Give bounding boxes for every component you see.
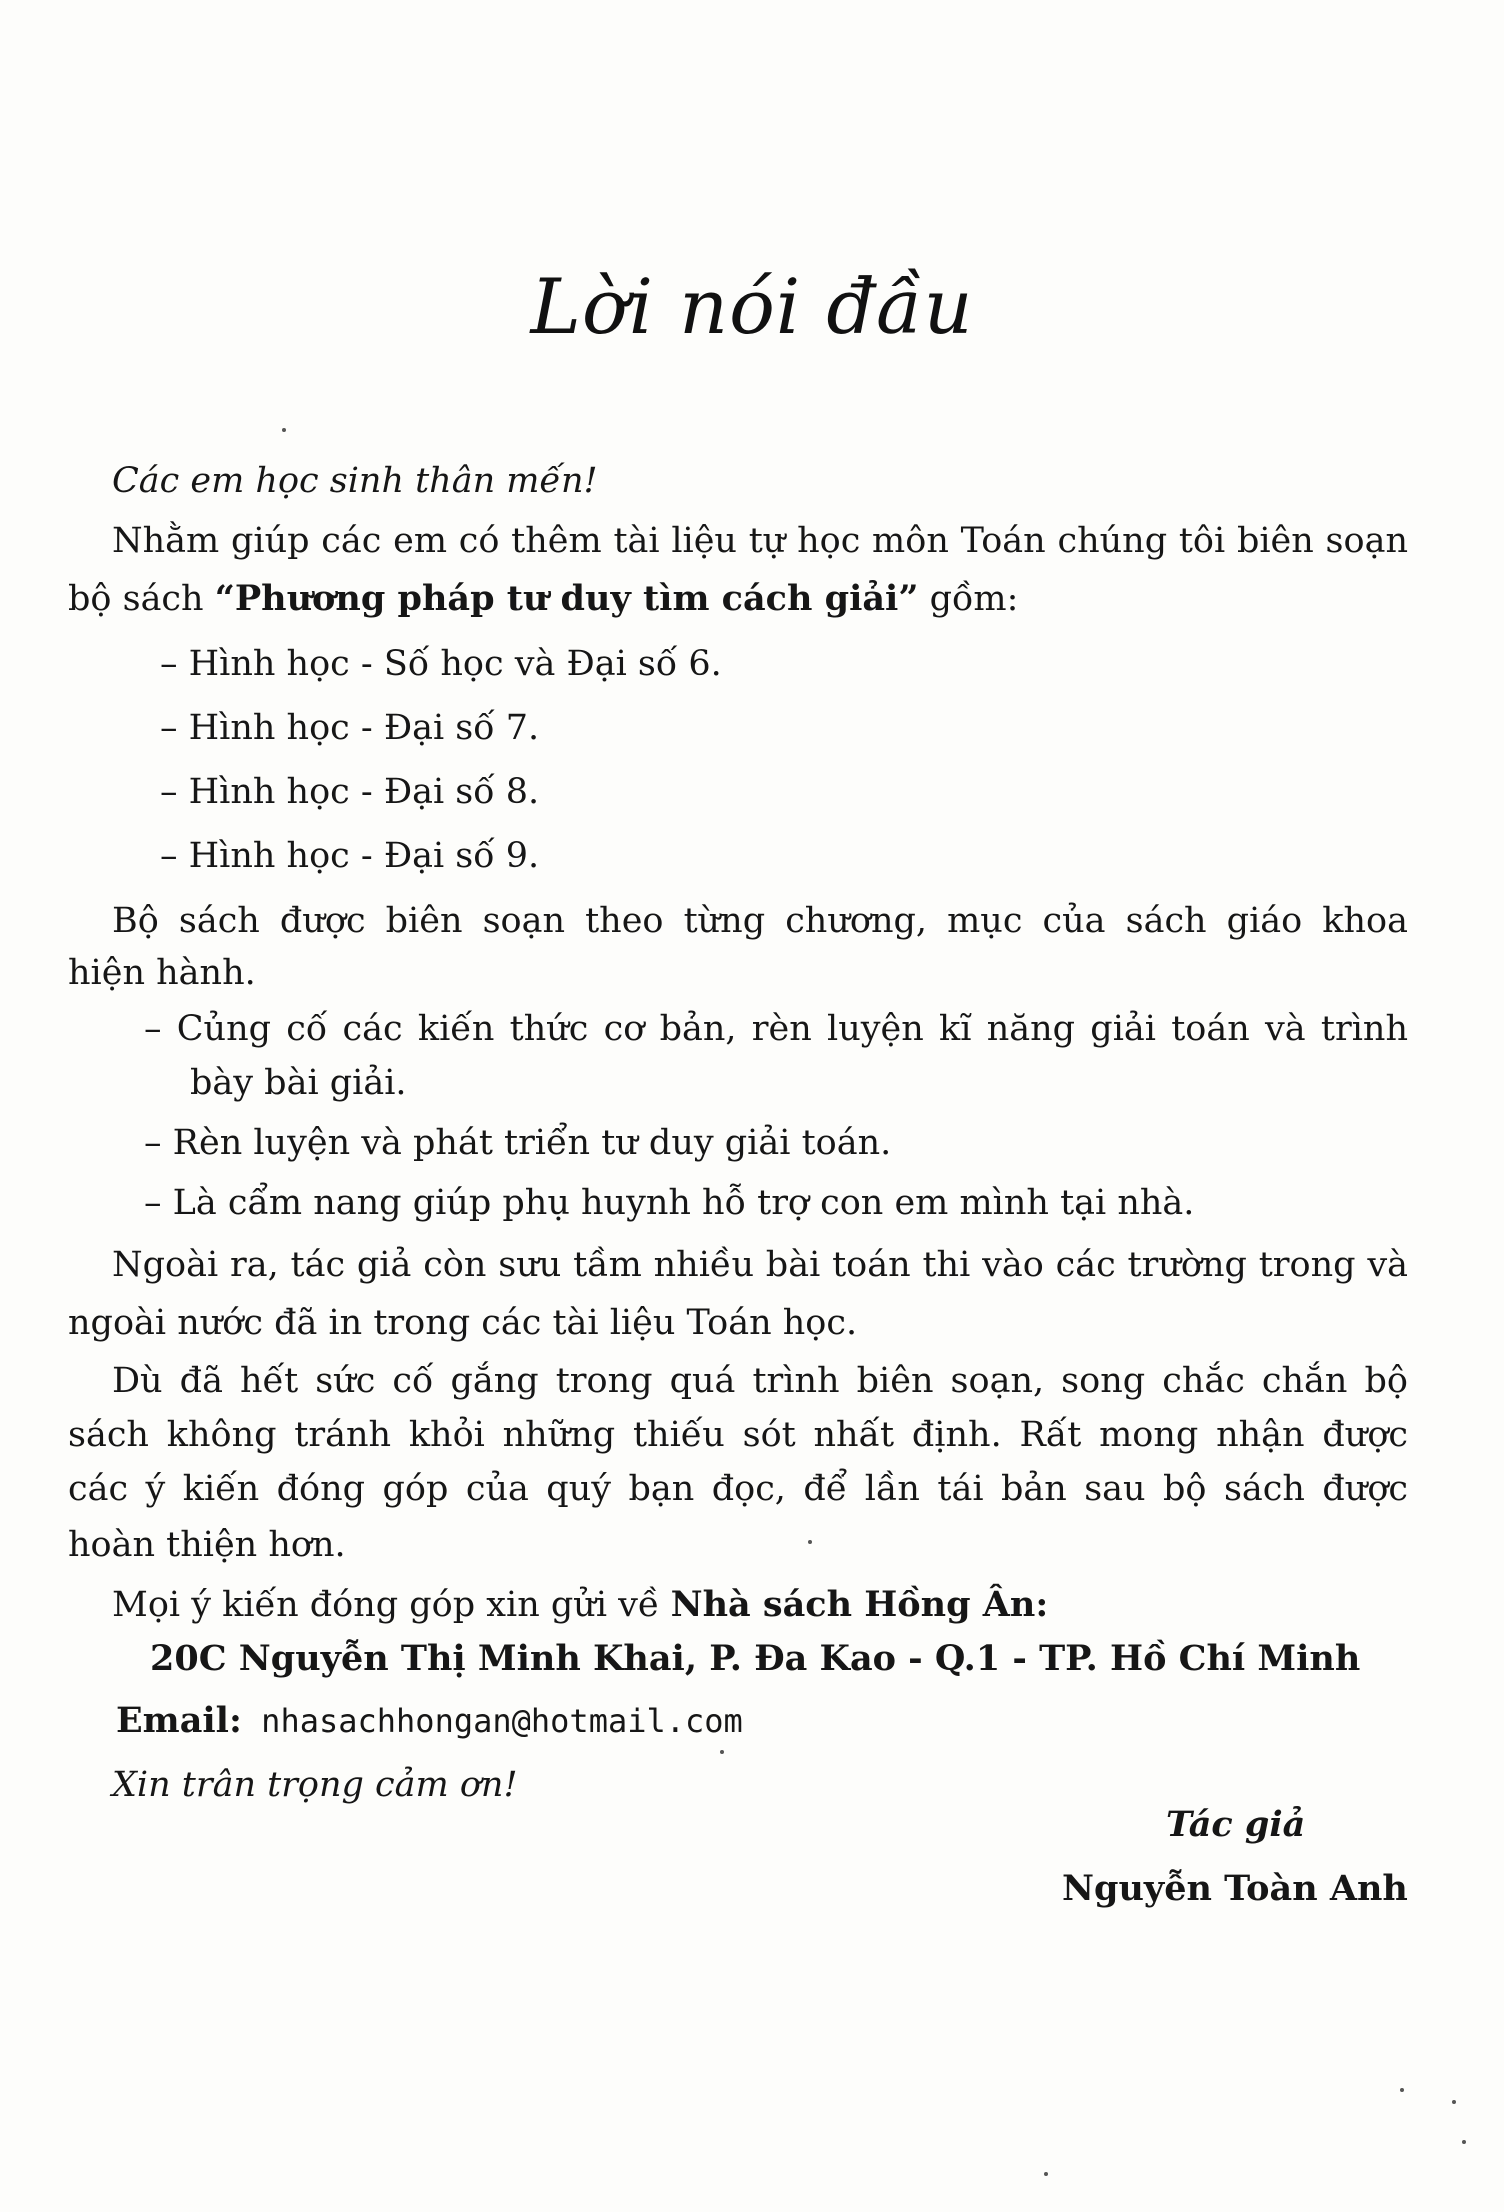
extra-line-2: ngoài nước đã in trong các tài liệu Toán học. xyxy=(68,1303,858,1343)
contact-intro: Mọi ý kiến đóng góp xin gửi về xyxy=(112,1585,671,1625)
scan-speck xyxy=(1452,2100,1456,2104)
book-item: – Hình học - Đại số 8. xyxy=(160,772,540,812)
intro-line-2-post: gồm: xyxy=(918,579,1019,619)
scan-speck xyxy=(808,1540,812,1544)
scan-speck xyxy=(282,428,286,432)
signature-name: Nguyễn Toàn Anh xyxy=(1062,1868,1408,1909)
goal-3: – Là cẩm nang giúp phụ huynh hỗ trợ con em mình tại nhà. xyxy=(144,1183,1195,1223)
email-label: Email: xyxy=(116,1700,242,1741)
book-item: – Hình học - Số học và Đại số 6. xyxy=(160,644,722,684)
intro-line-1: Nhằm giúp các em có thêm tài liệu tự học môn Toán chúng tôi biên soạn xyxy=(112,521,1408,561)
signature-role: Tác giả xyxy=(1166,1804,1306,1845)
book-item: – Hình học - Đại số 9. xyxy=(160,836,540,876)
contact-line xyxy=(112,1584,1048,1626)
scan-speck xyxy=(1462,2140,1466,2144)
goal-1-line-2: bày bài giải. xyxy=(190,1063,407,1103)
apology-line-1: Dù đã hết sức cố gắng trong quá trình biên soạn, song chắc chắn bộ xyxy=(112,1361,1408,1401)
structure-line-2: hiện hành. xyxy=(68,953,256,993)
greeting: Các em học sinh thân mến! xyxy=(112,461,598,501)
email-address: nhasachhongan@hotmail.com xyxy=(241,1702,743,1740)
email-line xyxy=(116,1700,743,1742)
apology-line-3: các ý kiến đóng góp của quý bạn đọc, để lần tái bản sau bộ sách được xyxy=(68,1469,1408,1509)
intro-line-2-pre: bộ sách xyxy=(68,579,215,619)
scan-speck xyxy=(1400,2088,1404,2092)
page-title: Lời nói đầu xyxy=(530,262,974,351)
publisher-address: 20C Nguyễn Thị Minh Khai, P. Đa Kao - Q.1 - TP. Hồ Chí Minh xyxy=(150,1638,1361,1679)
apology-line-4: hoàn thiện hơn. xyxy=(68,1525,346,1565)
thanks: Xin trân trọng cảm ơn! xyxy=(112,1765,518,1805)
extra-line-1: Ngoài ra, tác giả còn sưu tầm nhiều bài toán thi vào các trường trong và xyxy=(112,1245,1408,1285)
book-item: – Hình học - Đại số 7. xyxy=(160,708,540,748)
scan-speck xyxy=(720,1750,724,1754)
intro-line-2 xyxy=(68,578,1018,620)
scan-speck xyxy=(1044,2172,1048,2176)
series-name: “Phương pháp tư duy tìm cách giải” xyxy=(214,578,919,619)
structure-line-1: Bộ sách được biên soạn theo từng chương, mục của sách giáo khoa xyxy=(112,901,1408,941)
apology-line-2: sách không tránh khỏi những thiếu sót nhất định. Rất mong nhận được xyxy=(68,1415,1408,1455)
goal-2: – Rèn luyện và phát triển tư duy giải toán. xyxy=(144,1123,892,1163)
publisher-name: Nhà sách Hồng Ân: xyxy=(670,1584,1049,1625)
goal-1-line-1: – Củng cố các kiến thức cơ bản, rèn luyện kĩ năng giải toán và trình xyxy=(144,1009,1408,1049)
